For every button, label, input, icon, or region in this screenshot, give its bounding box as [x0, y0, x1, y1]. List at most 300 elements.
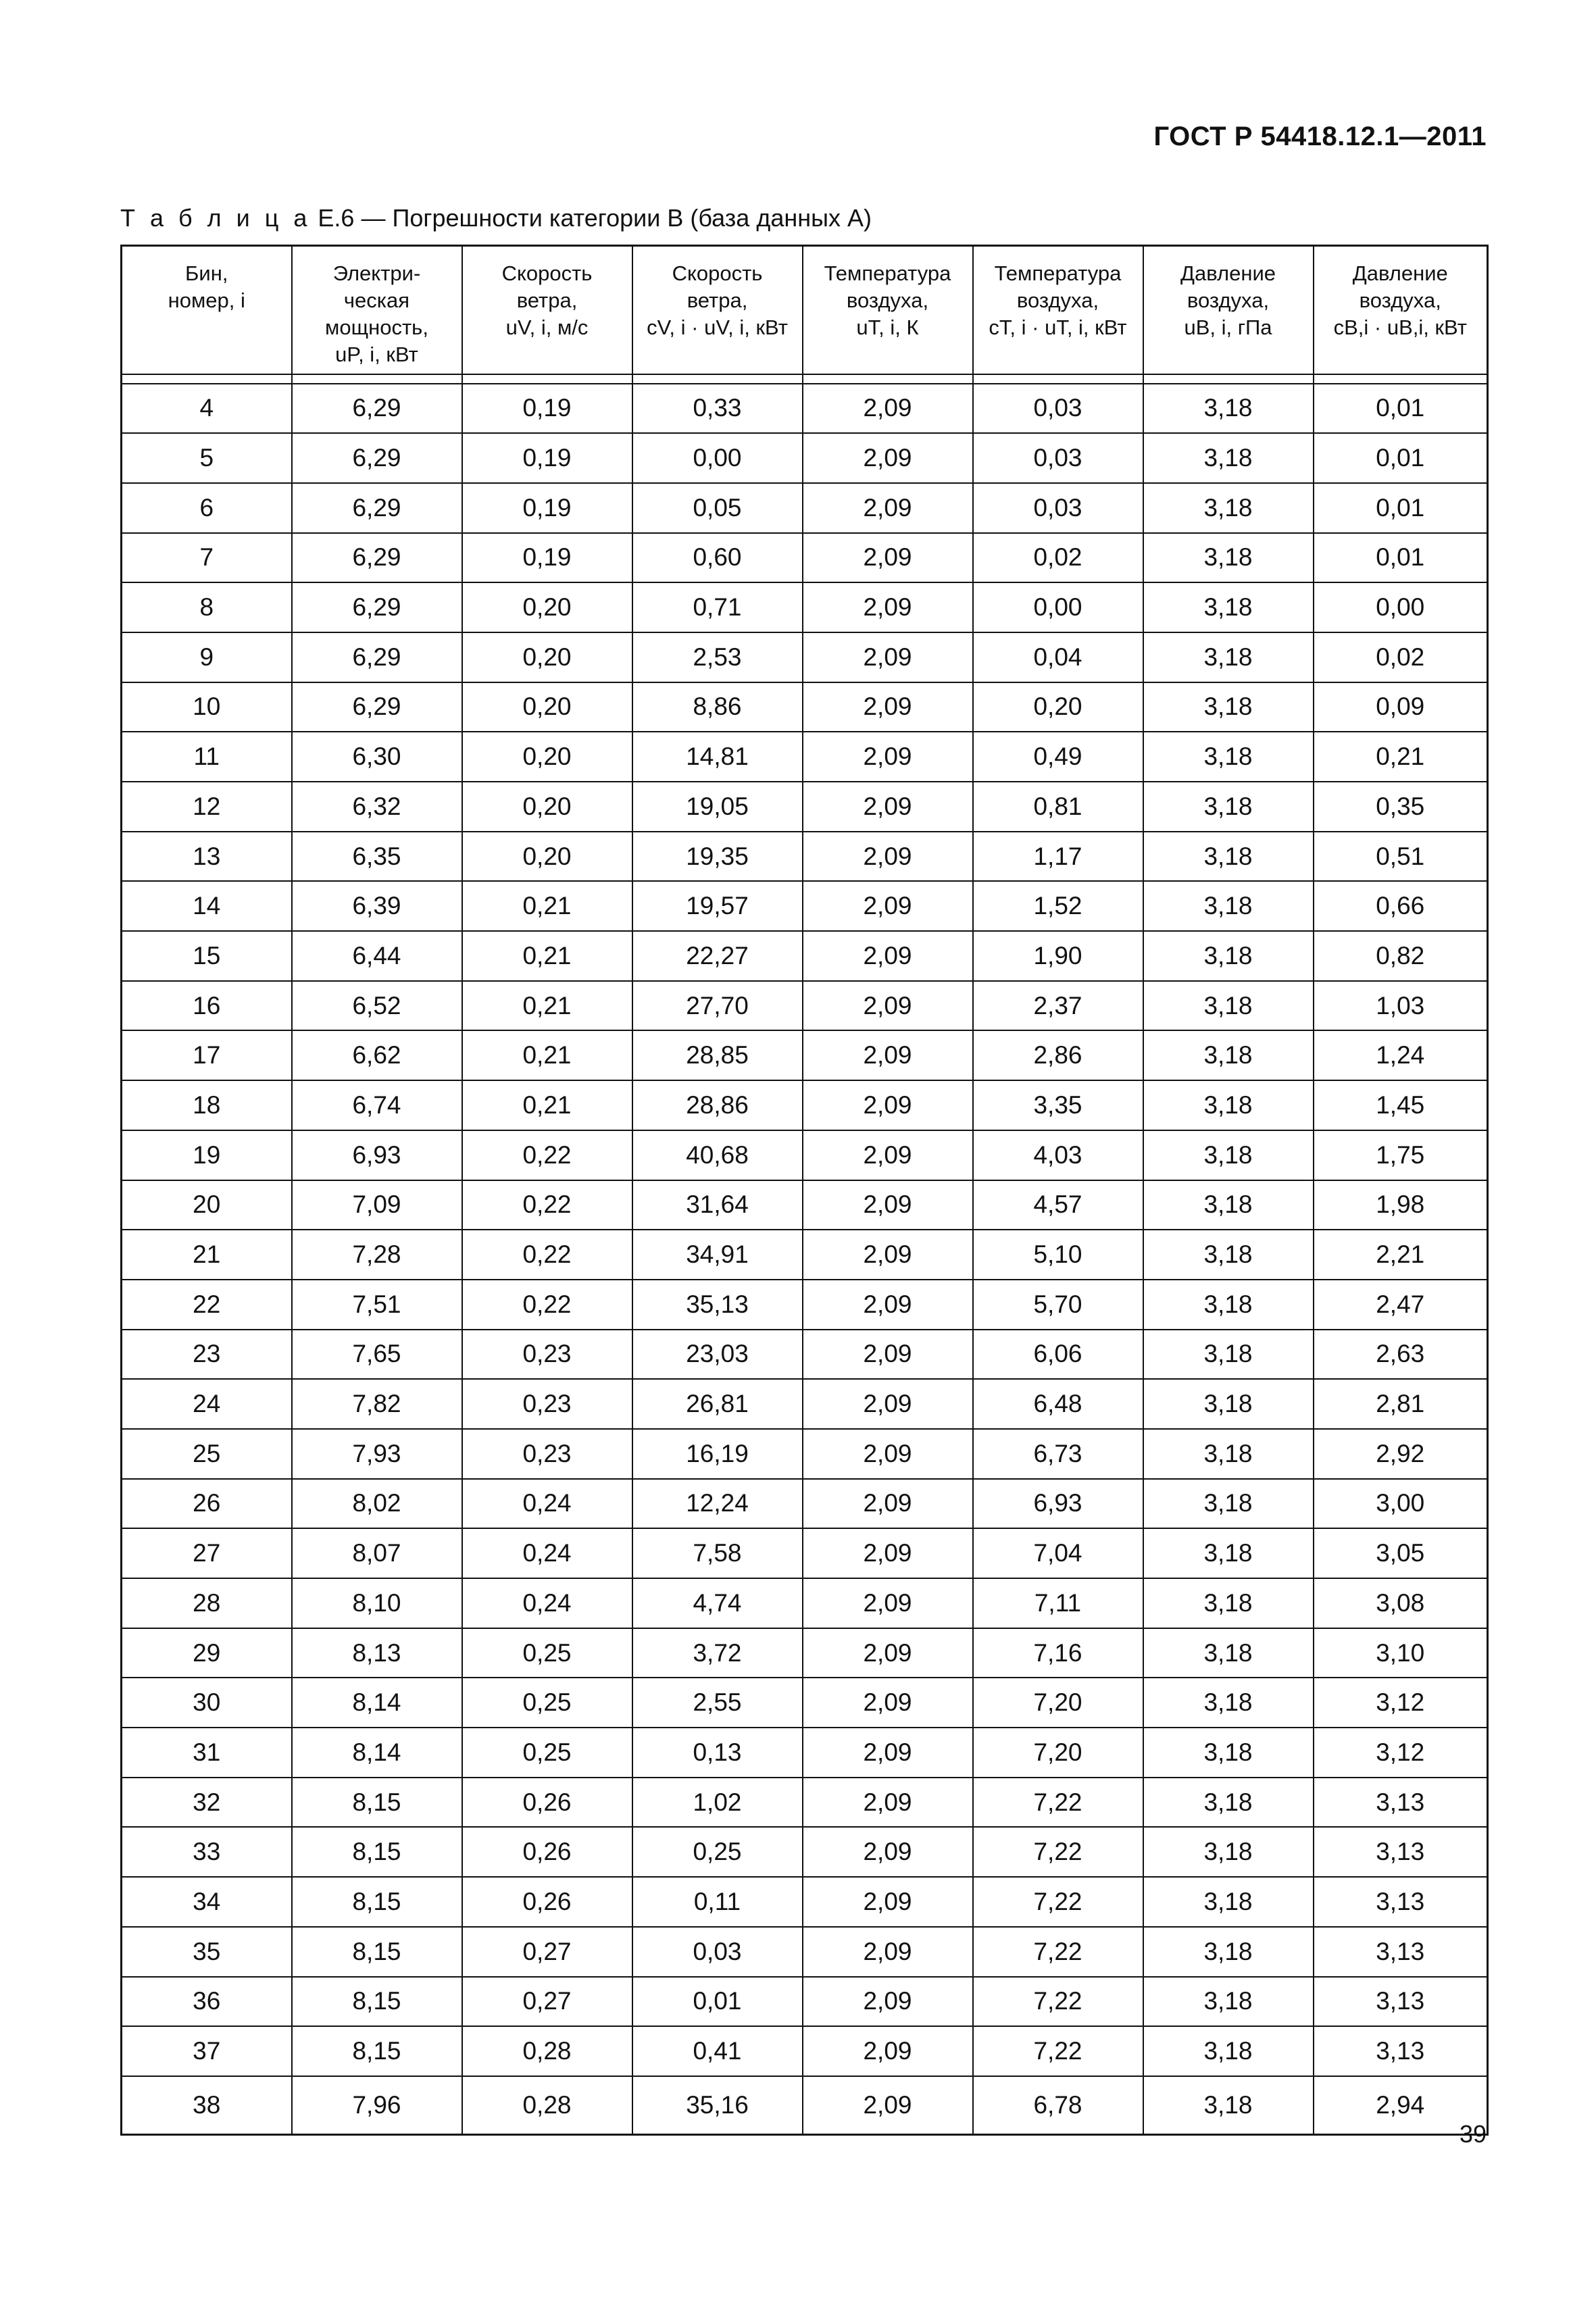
table-cell: 0,01: [1314, 483, 1488, 533]
table-cell: 26,81: [632, 1379, 803, 1429]
table-row: [122, 1379, 1488, 1429]
table-cell: 8,15: [292, 1977, 462, 2027]
table-cell: 11: [122, 732, 292, 782]
table-cell: 0,21: [462, 1080, 632, 1130]
table-cell: 0,21: [1314, 732, 1488, 782]
table-cell: 0,02: [1314, 632, 1488, 682]
table-cell: 0,03: [973, 483, 1143, 533]
table-cell: 19: [122, 1130, 292, 1180]
table-row: [122, 1330, 1488, 1380]
table-cell: 3,12: [1314, 1728, 1488, 1778]
header-temp-kw-line-1: Температура: [994, 261, 1122, 285]
table-cell: 18: [122, 1080, 292, 1130]
header-power-line-1: Электри-: [332, 261, 421, 285]
table-cell: 2,09: [803, 1429, 973, 1479]
table-cell: 8,02: [292, 1479, 462, 1529]
table-cell: 2,09: [803, 1180, 973, 1230]
table-cell: 7,22: [973, 1877, 1143, 1927]
table-cell: 6: [122, 483, 292, 533]
table-cell: 2,09: [803, 1728, 973, 1778]
table-cell: 0,00: [632, 433, 803, 483]
table-cell: 2,21: [1314, 1230, 1488, 1280]
table-row: [122, 732, 1488, 782]
table-cell: 0,22: [462, 1130, 632, 1180]
table-cell: 6,93: [973, 1479, 1143, 1529]
table-cell: 2,09: [803, 1678, 973, 1728]
table-cell: 37: [122, 2026, 292, 2076]
table-cell: 8,15: [292, 1877, 462, 1927]
table-cell: 0,24: [462, 1578, 632, 1628]
table-row: [122, 1080, 1488, 1130]
table-cell: 3,18: [1143, 1080, 1314, 1130]
table-cell: 2,09: [803, 931, 973, 981]
table-cell: 2,94: [1314, 2076, 1488, 2135]
table-cell: 3,18: [1143, 732, 1314, 782]
table-cell: 40,68: [632, 1130, 803, 1180]
table-cell: 3,13: [1314, 2026, 1488, 2076]
table-cell: 0,24: [462, 1479, 632, 1529]
table-row: [122, 2076, 1488, 2135]
table-cell: 2,63: [1314, 1330, 1488, 1380]
table-cell: 0,01: [1314, 433, 1488, 483]
table-cell: 1,52: [973, 881, 1143, 931]
uncertainty-table: [120, 245, 1489, 2136]
table-cell: 0,11: [632, 1877, 803, 1927]
table-cell: 23: [122, 1330, 292, 1380]
table-cell: 3,18: [1143, 1130, 1314, 1180]
table-cell: 0,71: [632, 582, 803, 632]
table-cell: 4,57: [973, 1180, 1143, 1230]
table-cell: 8,15: [292, 1827, 462, 1877]
table-cell: 1,75: [1314, 1130, 1488, 1180]
table-cell: 2,92: [1314, 1429, 1488, 1479]
table-row: [122, 1678, 1488, 1728]
table-cell: 1,03: [1314, 981, 1488, 1031]
table-cell: 2,09: [803, 582, 973, 632]
table-cell: 6,62: [292, 1030, 462, 1080]
table-row: [122, 881, 1488, 931]
table-cell: 2,09: [803, 483, 973, 533]
table-cell: 2,09: [803, 384, 973, 434]
table-cell: 3,13: [1314, 1977, 1488, 2027]
table-cell: 2,09: [803, 2026, 973, 2076]
table-cell: 7,20: [973, 1728, 1143, 1778]
table-row: [122, 931, 1488, 981]
header-wind-ms-line-2: ветра,: [516, 288, 578, 312]
table-cell: 7,22: [973, 1827, 1143, 1877]
table-cell: 0,20: [973, 682, 1143, 732]
table-cell: 0,82: [1314, 931, 1488, 981]
table-cell: 36: [122, 1977, 292, 2027]
table-cell: 6,48: [973, 1379, 1143, 1429]
table-cell: 0,20: [462, 582, 632, 632]
header-temp-k-line-2: воздуха,: [846, 288, 929, 312]
table-cell: 7,22: [973, 2026, 1143, 2076]
table-cell: 2,09: [803, 1330, 973, 1380]
table-cell: 0,02: [973, 533, 1143, 583]
table-cell: 28: [122, 1578, 292, 1628]
table-cell: 2,09: [803, 1280, 973, 1330]
table-cell: 23,03: [632, 1330, 803, 1380]
table-cell: 3,18: [1143, 1927, 1314, 1977]
table-cell: 31: [122, 1728, 292, 1778]
table-cell: 2,09: [803, 1379, 973, 1429]
table-cell: 2,47: [1314, 1280, 1488, 1330]
table-cell: 5,70: [973, 1280, 1143, 1330]
table-cell: 6,29: [292, 533, 462, 583]
table-row: [122, 1030, 1488, 1080]
table-cell: 2,09: [803, 2076, 973, 2135]
header-bin-line-1: Бин,: [185, 261, 228, 285]
table-cell: 8,15: [292, 1927, 462, 1977]
table-cell: 2,53: [632, 632, 803, 682]
table-cell: 33: [122, 1827, 292, 1877]
table-cell: 26: [122, 1479, 292, 1529]
table-row: [122, 1578, 1488, 1628]
table-cell: 0,49: [973, 732, 1143, 782]
header-wind-speed-kw: [632, 246, 803, 374]
table-cell: 0,19: [462, 483, 632, 533]
table-cell: 0,25: [632, 1827, 803, 1877]
table-cell: 7,22: [973, 1927, 1143, 1977]
table-cell: 1,17: [973, 832, 1143, 882]
table-cell: 0,21: [462, 1030, 632, 1080]
table-cell: 0,20: [462, 682, 632, 732]
caption-title: Е.6 — Погрешности категории В (база данных А): [311, 204, 872, 232]
table-cell: 7,65: [292, 1330, 462, 1380]
table-cell: 4: [122, 384, 292, 434]
table-cell: 0,21: [462, 881, 632, 931]
table-cell: 3,12: [1314, 1678, 1488, 1728]
table-cell: 2,09: [803, 433, 973, 483]
table-cell: 2,09: [803, 1877, 973, 1927]
table-cell: 3,18: [1143, 1479, 1314, 1529]
table-cell: 22,27: [632, 931, 803, 981]
header-wind-kw-line-1: Скорость: [672, 261, 763, 285]
header-temp-kw-line-3: cT, i · uT, i, кВт: [989, 316, 1127, 339]
table-cell: 2,09: [803, 1080, 973, 1130]
table-cell: 0,81: [973, 782, 1143, 832]
table-cell: 28,86: [632, 1080, 803, 1130]
table-cell: 3,18: [1143, 1678, 1314, 1728]
table-cell: 12: [122, 782, 292, 832]
table-cell: 0,26: [462, 1778, 632, 1828]
header-air-pressure-hpa: [1143, 246, 1314, 374]
table-cell: 0,25: [462, 1678, 632, 1728]
table-cell: 2,09: [803, 732, 973, 782]
header-pressure-kw-line-1: Давление: [1352, 261, 1448, 285]
table-cell: 7: [122, 533, 292, 583]
header-separator-row: [122, 374, 1488, 384]
table-cell: 7,93: [292, 1429, 462, 1479]
table-cell: 35,13: [632, 1280, 803, 1330]
table-row: [122, 1728, 1488, 1778]
table-cell: 8,14: [292, 1728, 462, 1778]
table-cell: 3,18: [1143, 582, 1314, 632]
table-cell: 0,03: [973, 384, 1143, 434]
table-cell: 6,73: [973, 1429, 1143, 1479]
table-cell: 0,01: [1314, 533, 1488, 583]
table-cell: 19,05: [632, 782, 803, 832]
table-cell: 6,29: [292, 582, 462, 632]
header-pressure-hpa-line-2: воздуха,: [1187, 288, 1270, 312]
table-cell: 0,01: [632, 1977, 803, 2027]
table-cell: 7,58: [632, 1528, 803, 1578]
table-cell: 2,09: [803, 782, 973, 832]
table-cell: 0,22: [462, 1180, 632, 1230]
table-cell: 3,00: [1314, 1479, 1488, 1529]
table-cell: 35: [122, 1927, 292, 1977]
table-cell: 0,09: [1314, 682, 1488, 732]
table-row: [122, 1280, 1488, 1330]
table-cell: 3,18: [1143, 981, 1314, 1031]
table-row: [122, 1927, 1488, 1977]
table-cell: 3,18: [1143, 1280, 1314, 1330]
table-cell: 34: [122, 1877, 292, 1927]
table-row: [122, 1778, 1488, 1828]
table-cell: 3,18: [1143, 832, 1314, 882]
table-row: [122, 483, 1488, 533]
table-cell: 0,28: [462, 2076, 632, 2135]
table-cell: 16: [122, 981, 292, 1031]
table-cell: 3,18: [1143, 1877, 1314, 1927]
table-cell: 0,66: [1314, 881, 1488, 931]
table-cell: 6,78: [973, 2076, 1143, 2135]
caption-prefix: Т а б л и ц а: [120, 204, 311, 232]
table-row: [122, 682, 1488, 732]
header-wind-kw-line-2: ветра,: [687, 288, 748, 312]
table-row: [122, 384, 1488, 434]
table-cell: 0,23: [462, 1429, 632, 1479]
table-cell: 3,10: [1314, 1628, 1488, 1678]
table-cell: 1,24: [1314, 1030, 1488, 1080]
table-cell: 0,20: [462, 832, 632, 882]
header-temp-k-line-3: uT, i, К: [856, 316, 919, 339]
table-cell: 3,18: [1143, 1528, 1314, 1578]
table-cell: 8,07: [292, 1528, 462, 1578]
header-temp-kw-line-2: воздуха,: [1016, 288, 1099, 312]
table-row: [122, 1877, 1488, 1927]
table-cell: 3,18: [1143, 632, 1314, 682]
table-cell: 0,00: [973, 582, 1143, 632]
table-cell: 12,24: [632, 1479, 803, 1529]
header-pressure-hpa-line-3: uB, i, гПа: [1184, 316, 1272, 339]
table-cell: 3,18: [1143, 1379, 1314, 1429]
table-cell: 35,16: [632, 2076, 803, 2135]
table-cell: 34,91: [632, 1230, 803, 1280]
table-cell: 15: [122, 931, 292, 981]
table-row: [122, 1230, 1488, 1280]
table-cell: 3,18: [1143, 1778, 1314, 1828]
table-cell: 0,41: [632, 2026, 803, 2076]
table-cell: 2,09: [803, 1230, 973, 1280]
table-cell: 2,09: [803, 682, 973, 732]
table-cell: 0,20: [462, 732, 632, 782]
table-cell: 8,86: [632, 682, 803, 732]
table-cell: 2,86: [973, 1030, 1143, 1080]
table-cell: 0,19: [462, 533, 632, 583]
table-row: [122, 782, 1488, 832]
table-cell: 28,85: [632, 1030, 803, 1080]
table-cell: 3,13: [1314, 1778, 1488, 1828]
table-cell: 3,18: [1143, 1230, 1314, 1280]
table-cell: 8: [122, 582, 292, 632]
table-row: [122, 1628, 1488, 1678]
table-cell: 3,18: [1143, 1030, 1314, 1080]
table-cell: 0,27: [462, 1977, 632, 2027]
table-cell: 6,32: [292, 782, 462, 832]
table-row: [122, 1479, 1488, 1529]
table-cell: 29: [122, 1628, 292, 1678]
table-row: [122, 1827, 1488, 1877]
table-cell: 8,15: [292, 1778, 462, 1828]
table-cell: 2,09: [803, 1778, 973, 1828]
table-cell: 3,18: [1143, 483, 1314, 533]
table-cell: 3,18: [1143, 1330, 1314, 1380]
table-row: [122, 981, 1488, 1031]
table-cell: 7,22: [973, 1977, 1143, 2027]
table-cell: 4,74: [632, 1578, 803, 1628]
table-cell: 17: [122, 1030, 292, 1080]
document-code: ГОСТ Р 54418.12.1—2011: [1153, 122, 1487, 151]
table-cell: 6,29: [292, 632, 462, 682]
table-cell: 6,74: [292, 1080, 462, 1130]
table-cell: 0,26: [462, 1827, 632, 1877]
table-body: [122, 384, 1488, 2135]
table-cell: 3,18: [1143, 1728, 1314, 1778]
table-cell: 2,09: [803, 1628, 973, 1678]
table-cell: 38: [122, 2076, 292, 2135]
table-cell: 25: [122, 1429, 292, 1479]
header-bin: [122, 246, 292, 374]
table-cell: 0,03: [632, 1927, 803, 1977]
table-cell: 2,09: [803, 1479, 973, 1529]
table-cell: 3,35: [973, 1080, 1143, 1130]
table-cell: 7,04: [973, 1528, 1143, 1578]
table-cell: 3,18: [1143, 2076, 1314, 2135]
table-row: [122, 632, 1488, 682]
table-cell: 0,21: [462, 931, 632, 981]
table-cell: 6,29: [292, 682, 462, 732]
header-power-line-4: uP, i, кВт: [335, 343, 418, 366]
table-cell: 1,90: [973, 931, 1143, 981]
table-cell: 3,18: [1143, 682, 1314, 732]
table-cell: 6,29: [292, 433, 462, 483]
table-row: [122, 1130, 1488, 1180]
table-row: [122, 1977, 1488, 2027]
table-cell: 5: [122, 433, 292, 483]
table-cell: 32: [122, 1778, 292, 1828]
table-cell: 1,98: [1314, 1180, 1488, 1230]
table-cell: 1,02: [632, 1778, 803, 1828]
table-cell: 7,51: [292, 1280, 462, 1330]
table-cell: 30: [122, 1678, 292, 1728]
table-caption: [120, 204, 872, 232]
table-cell: 0,20: [462, 632, 632, 682]
table-cell: 21: [122, 1230, 292, 1280]
table-cell: 0,04: [973, 632, 1143, 682]
table-cell: 10: [122, 682, 292, 732]
table-cell: 8,14: [292, 1678, 462, 1728]
table-cell: 0,24: [462, 1528, 632, 1578]
table-cell: 2,09: [803, 1927, 973, 1977]
table-cell: 7,82: [292, 1379, 462, 1429]
table-cell: 0,26: [462, 1877, 632, 1927]
table-cell: 0,13: [632, 1728, 803, 1778]
table-cell: 3,18: [1143, 782, 1314, 832]
table-cell: 3,08: [1314, 1578, 1488, 1628]
table-cell: 2,09: [803, 1578, 973, 1628]
header-electric-power: [292, 246, 462, 374]
header-temp-k-line-1: Температура: [824, 261, 951, 285]
table-cell: 7,16: [973, 1628, 1143, 1678]
table-cell: 3,05: [1314, 1528, 1488, 1578]
table-cell: 0,05: [632, 483, 803, 533]
table-cell: 3,18: [1143, 1827, 1314, 1877]
table-cell: 8,13: [292, 1628, 462, 1678]
table-cell: 6,44: [292, 931, 462, 981]
table-cell: 6,29: [292, 384, 462, 434]
table-cell: 14: [122, 881, 292, 931]
table-cell: 22: [122, 1280, 292, 1330]
table-cell: 0,03: [973, 433, 1143, 483]
table-cell: 24: [122, 1379, 292, 1429]
header-air-temp-k: [803, 246, 973, 374]
table-row: [122, 533, 1488, 583]
table-cell: 0,22: [462, 1280, 632, 1330]
table-cell: 8,15: [292, 2026, 462, 2076]
table-cell: 19,57: [632, 881, 803, 931]
header-power-line-2: ческая: [343, 288, 410, 312]
table-cell: 14,81: [632, 732, 803, 782]
table-cell: 2,09: [803, 981, 973, 1031]
table-cell: 2,09: [803, 1977, 973, 2027]
header-air-temp-kw: [973, 246, 1143, 374]
table-cell: 3,18: [1143, 1628, 1314, 1678]
table-cell: 3,18: [1143, 1429, 1314, 1479]
table-cell: 3,13: [1314, 1877, 1488, 1927]
table-cell: 0,23: [462, 1379, 632, 1429]
table-cell: 2,37: [973, 981, 1143, 1031]
table-row: [122, 582, 1488, 632]
header-bin-line-2: номер, i: [168, 288, 245, 312]
header-power-line-3: мощность,: [325, 316, 428, 339]
table-cell: 27: [122, 1528, 292, 1578]
table-row: [122, 832, 1488, 882]
header-pressure-hpa-line-1: Давление: [1180, 261, 1276, 285]
table-cell: 5,10: [973, 1230, 1143, 1280]
table-row: [122, 1429, 1488, 1479]
table-cell: 2,09: [803, 832, 973, 882]
header-wind-ms-line-1: Скорость: [501, 261, 593, 285]
header-air-pressure-kw: [1314, 246, 1488, 374]
table-cell: 2,09: [803, 1528, 973, 1578]
table-cell: 0,19: [462, 384, 632, 434]
header-wind-kw-line-3: cV, i · uV, i, кВт: [647, 316, 788, 339]
table-cell: 0,19: [462, 433, 632, 483]
table-cell: 13: [122, 832, 292, 882]
table-cell: 2,09: [803, 1827, 973, 1877]
table-cell: 3,18: [1143, 2026, 1314, 2076]
table-cell: 0,01: [1314, 384, 1488, 434]
table-cell: 2,55: [632, 1678, 803, 1728]
table-cell: 3,13: [1314, 1827, 1488, 1877]
table-cell: 20: [122, 1180, 292, 1230]
table-cell: 0,00: [1314, 582, 1488, 632]
header-pressure-kw-line-3: cB,i · uB,i, кВт: [1333, 316, 1467, 339]
header-wind-ms-line-3: uV, i, м/с: [505, 316, 589, 339]
table-cell: 8,10: [292, 1578, 462, 1628]
